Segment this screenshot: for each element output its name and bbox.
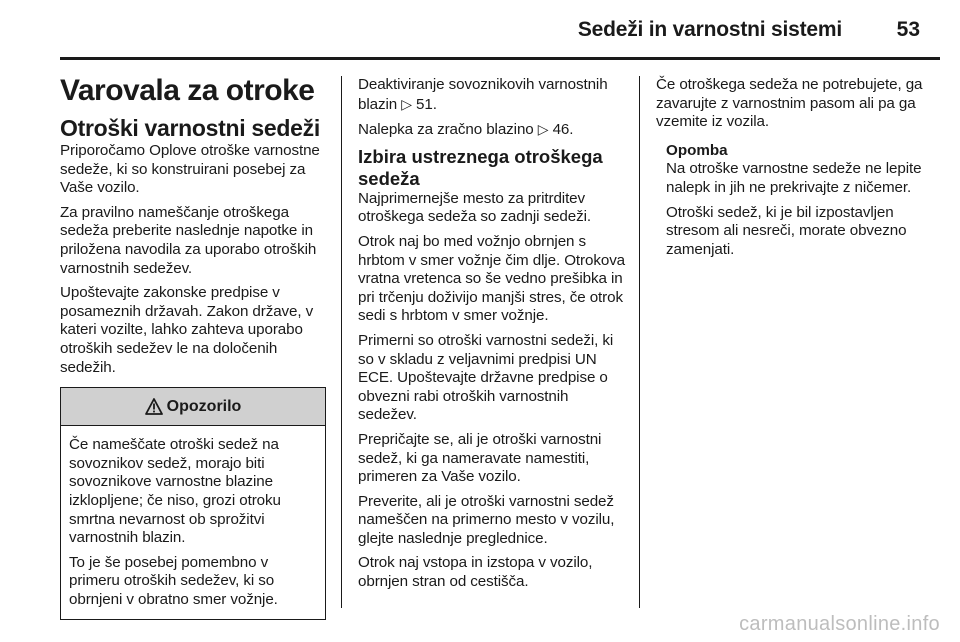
paragraph: Otrok naj bo med vožnjo obrnjen s hrbtom v smer vožnje čim dlje. Otrokova vratna vretenca so še vedno prešibka in pri trčenju doživijo manjši stres, če otrok sedi s hrbtom v smer vožnje. [358, 232, 626, 325]
column-3 [656, 76, 926, 265]
page-header [0, 18, 960, 48]
page-reference-arrow-icon: ▷ [537, 121, 549, 138]
warning-paragraph: To je še posebej pomembno v primeru otroških sedežev, ki so obrnjeni v obratno smer vožnje. [69, 553, 278, 608]
paragraph: Prepričajte se, ali je otroški varnostni sedež, ki ga nameravate namestiti, primeren za Vaše vozilo. [358, 430, 602, 486]
reference-text: Nalepka za zračno blazino [358, 121, 534, 139]
header-title: Sedeži in varnostni sistemi [577, 18, 842, 41]
warning-body [61, 426, 325, 619]
header-rule [60, 57, 940, 60]
paragraph: Primerni so otroški varnostni sedeži, ki so v skladu z veljavnimi predpisi UN ECE. Upoštevajte državne predpise o obvezni rabi otroških varnostnih sedežev. [358, 331, 614, 424]
subsection-heading: Otroški varnostni sedeži [60, 115, 320, 141]
reference-paragraph [358, 120, 626, 140]
warning-title: Opozorilo [166, 397, 242, 415]
column-divider-1 [341, 76, 342, 608]
note-paragraph: Na otroške varnostne sedeže ne lepite nalepk in jih ne prekrivajte z ničemer. [666, 160, 922, 196]
watermark: carmanualsonline.info [739, 613, 940, 635]
section-heading: Varovala za otroke [60, 74, 315, 107]
paragraph: Preverite, ali je otroški varnostni sedež nameščen na primerno mesto v vozilu, glejte naslednje preglednice. [358, 492, 615, 547]
note-title: Opomba [666, 141, 728, 159]
reference-text: Deaktiviranje sovoznikovih varnostnih blazin [358, 76, 608, 113]
paragraph: Najprimernejše mesto za pritrditev otroškega sedeža so zadnji sedeži. [358, 189, 591, 226]
warning-triangle-icon [145, 398, 163, 415]
paragraph: Otrok naj vstopa in izstopa v vozilo, obrnjen stran od cestišča. [358, 554, 593, 591]
paragraph: Upoštevajte zakonske predpise v posameznih državah. Zakon države, v kateri vozilte, lahko zahteva uporabo otroških sedežev le na določenih sedežih. [60, 284, 314, 376]
column-2 [358, 76, 626, 598]
reference-paragraph [358, 76, 626, 114]
warning-box [60, 387, 326, 620]
page-reference-arrow-icon: ▷ [401, 95, 412, 112]
paragraph: Priporočamo Oplove otroške varnostne sedeže, ki so konstruirani posebej za Vaše vozilo. [60, 142, 320, 197]
warning-paragraph: Če nameščate otroški sedež na sovoznikov sedež, morajo biti sovoznikove varnostne blazine izklopljene; če niso, grozi otroku smrtna nevarnost ob sprožitvi varnostnih blazin. [69, 436, 281, 547]
column-divider-2 [639, 76, 640, 608]
page-number: 53 [896, 18, 920, 41]
subsection-heading: Izbira ustreznega otroškega sedeža [358, 145, 603, 189]
reference-page[interactable]: 51. [416, 95, 437, 113]
paragraph: Če otroškega sedeža ne potrebujete, ga zavarujte z varnostnim pasom ali pa ga vzemite iz vozila. [656, 76, 923, 131]
warning-header [61, 388, 325, 426]
column-1 [60, 76, 326, 620]
reference-page[interactable]: 46. [552, 121, 574, 139]
paragraph: Za pravilno nameščanje otroškega sedeža preberite naslednje napotke in priložena navodila za uporabo otroških varnostnih sedežev. [60, 203, 317, 277]
note-box [656, 142, 926, 260]
note-paragraph: Otroški sedež, ki je bil izpostavljen stresom ali nesreči, morate obvezno zamenjati. [666, 203, 907, 258]
